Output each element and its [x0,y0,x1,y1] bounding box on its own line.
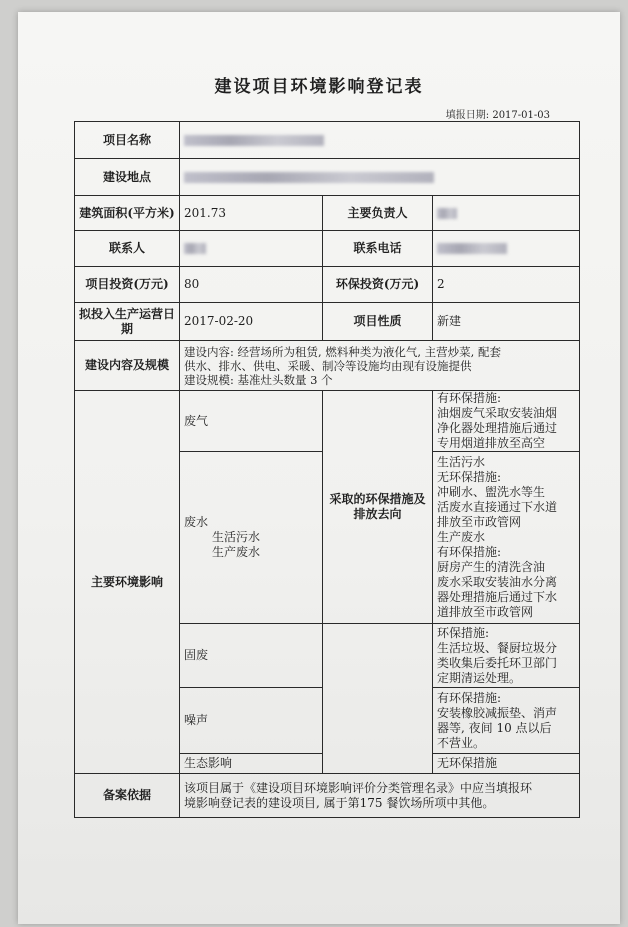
solid-measure-line: 类收集后委托环卫部门 [437,655,558,670]
content-line-2: 供水、排水、供电、采暖、制冷等设施均由现有设施提供 [184,358,472,373]
row-project-name [75,122,580,159]
basis-line-2: 境影响登记表的建设项目, 属于第175 餐饮场所项中其他。 [184,795,495,810]
start-date-value: 2017-02-20 [180,303,323,341]
redacted-phone [437,243,507,254]
location-label: 建设地点 [75,159,180,196]
leader-value [433,196,580,231]
wastewater-cell [180,452,323,624]
content-line-1: 建设内容: 经营场所为租赁, 燃料种类为液化气, 主营炒菜, 配套 [184,344,501,359]
noise-measure-line: 有环保措施: [437,690,502,705]
row-investment [75,267,580,303]
fill-date: 填报日期: 2017-01-03 [445,110,550,121]
location-value [180,159,580,196]
noise-label: 噪声 [180,688,323,754]
wastewater-measure-line: 道排放至市政管网 [437,605,534,619]
investment-label: 项目投资(万元) [75,267,180,303]
wastewater-measure-line: 生活污水 [437,455,486,469]
ecology-label: 生态影响 [180,754,323,774]
redacted-project-name [184,135,324,146]
row-area [75,196,580,231]
wastewater-measure-line: 废水采取安装油水分离 [437,575,558,589]
exhaust-measure [433,391,580,452]
wastewater-measure-line: 厨房产生的清洗含油 [437,560,546,574]
row-basis [75,774,580,818]
measures-label: 采取的环保措施及排放去向 [323,391,433,624]
exhaust-label: 废气 [180,391,323,452]
content-label: 建设内容及规模 [75,341,180,391]
wastewater-label: 废水 [184,515,209,529]
solid-measure-line: 环保措施: [437,625,490,640]
noise-measure-line: 器等, 夜间 10 点以后 [437,720,552,735]
env-investment-label: 环保投资(万元) [323,267,433,303]
noise-measure-line: 安装橡胶减振垫、消声 [437,705,558,720]
redacted-location [184,172,434,183]
basis-label: 备案依据 [75,774,180,818]
investment-value: 80 [180,267,323,303]
leader-label: 主要负责人 [323,196,433,231]
solid-waste-label: 固废 [180,624,323,688]
contact-label: 联系人 [75,231,180,267]
noise-measure-line: 不营业。 [437,735,486,750]
row-location [75,159,580,196]
wastewater-measure-line: 活废水直接通过下水道 [437,500,558,514]
exhaust-measure-line: 净化器处理措施后通过 [437,421,558,435]
wastewater-sub-production: 生产废水 [212,545,261,559]
registration-form-sheet [18,12,620,924]
row-start-date [75,303,580,341]
row-content [75,341,580,391]
nature-value: 新建 [433,303,580,341]
solid-waste-measure [433,624,580,688]
wastewater-measure-line: 有环保措施: [437,545,502,559]
content-line-3: 建设规模: 基准灶头数量 3 个 [184,372,333,387]
basis-line-1: 该项目属于《建设项目环境影响评价分类管理名录》中应当填报环 [184,780,533,795]
basis-value [180,774,580,818]
solid-measure-line: 生活垃圾、餐厨垃圾分 [437,640,558,655]
measures-blank [323,624,433,774]
exhaust-measure-line: 油烟废气采取安装油烟 [437,406,558,420]
nature-label: 项目性质 [323,303,433,341]
page-title: 建设项目环境影响登记表 [214,77,424,97]
area-label: 建筑面积(平方米) [75,196,180,231]
content-value [180,341,580,391]
ecology-measure: 无环保措施 [433,754,580,774]
exhaust-measure-line: 专用烟道排放至高空 [437,436,546,450]
wastewater-measure-line: 冲刷水、盥洗水等生 [437,485,546,499]
impacts-label: 主要环境影响 [75,391,180,774]
project-name-label: 项目名称 [75,122,180,159]
row-impact-exhaust [75,391,580,452]
env-investment-value: 2 [433,267,580,303]
row-contact [75,231,580,267]
wastewater-measure-line: 器处理措施后通过下水 [437,590,558,604]
redacted-contact [184,243,206,254]
noise-measure [433,688,580,754]
start-date-label: 拟投入生产运营日期 [75,303,180,341]
wastewater-measure [433,452,580,624]
exhaust-measure-line: 有环保措施: [437,391,502,405]
phone-value [433,231,580,267]
redacted-leader [437,208,457,219]
phone-label: 联系电话 [323,231,433,267]
solid-measure-line: 定期清运处理。 [437,670,522,685]
contact-value [180,231,323,267]
wastewater-sub-domestic: 生活污水 [212,530,261,544]
registration-table [74,121,580,818]
project-name-value [180,122,580,159]
wastewater-measure-line: 生产废水 [437,530,486,544]
wastewater-measure-line: 排放至市政管网 [437,515,522,529]
wastewater-measure-line: 无环保措施: [437,470,502,484]
area-value: 201.73 [180,196,323,231]
